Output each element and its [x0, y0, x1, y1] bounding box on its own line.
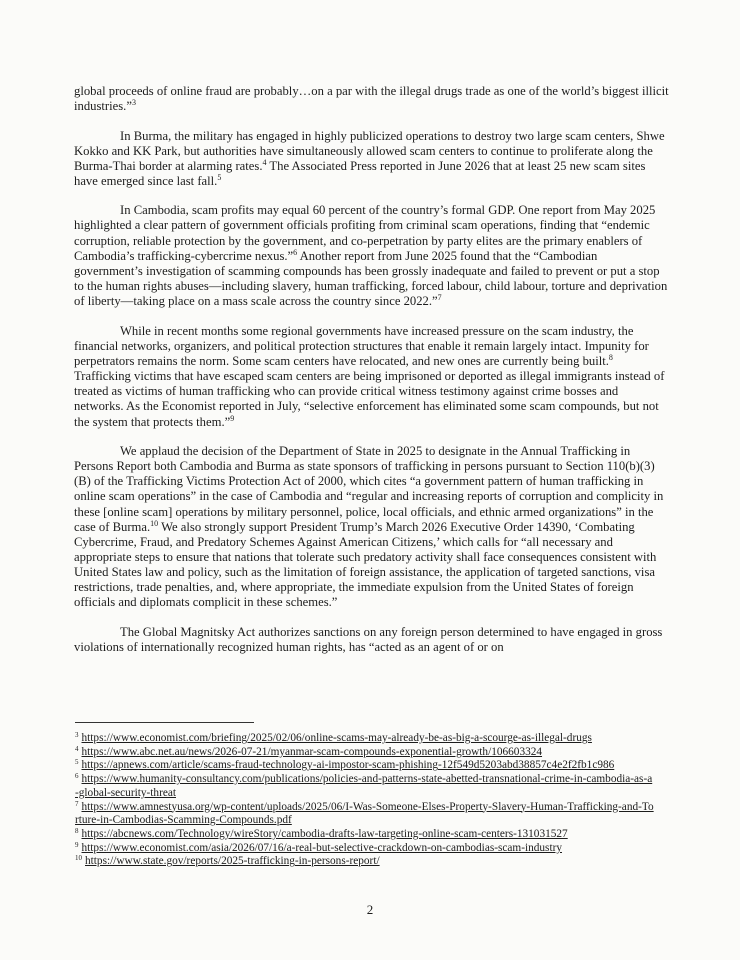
footnote-ref: 9 [230, 413, 235, 423]
footnote-ref: 4 [262, 157, 267, 167]
footnote-divider [75, 722, 254, 723]
footnote-ref: 8 [608, 352, 613, 362]
footnotes [75, 732, 655, 869]
paragraph-text: global proceeds of online fraud are probably…on a par with the illegal drugs trade as one of the world’s biggest illicit industries.” [74, 84, 669, 114]
paragraph-text: In Burma, the military has engaged in highly publicized operations to destroy two large scam centers, Shwe Kokko and KK Park, but authorities have simultaneously allowed scam centers to continue to proliferate along the Burma-Thai border at alarming rates. [74, 128, 665, 173]
paragraph-4 [74, 324, 669, 430]
paragraph-6 [74, 625, 669, 655]
footnote-link[interactable]: https://www.abc.net.au/news/2026-07-21/myanmar-scam-compounds-exponential-growth/106603324 [81, 745, 543, 758]
footnote [75, 828, 655, 842]
footnote [75, 842, 655, 856]
footnote-ref: 6 [293, 247, 298, 257]
footnote-link[interactable]: https://www.amnestyusa.org/wp-content/uploads/2025/06/I-Was-Someone-Elses-Property-Slavery-Human-Trafficking-and-Torture-in-Cambodias-Scamming-Compounds.pdf [75, 800, 654, 827]
footnote-number: 7 [75, 799, 79, 808]
footnote-ref: 5 [217, 172, 222, 182]
footnote [75, 732, 655, 746]
footnote [75, 801, 655, 828]
paragraph-text: Trafficking victims that have escaped scam centers are being imprisoned or deported as illegal immigrants instead of treated as victims of human trafficking who can provide critical witness testimony against crime bosses and networks. As the Economist reported in July, “selective enforcement has eliminated some scam compounds, but not the system that protects them.” [74, 369, 665, 429]
footnote-ref: 7 [437, 293, 442, 303]
footnote [75, 759, 655, 773]
page-number: 2 [366, 902, 374, 917]
footnote-ref: 3 [131, 98, 136, 108]
paragraph-text: Another report from June 2025 found that the “Cambodian government’s investigation of scamming compounds has been grossly inadequate and failed to prevent or put a stop to the human rights abuses—including slavery, human trafficking, forced labour, child labour, torture and deprivation of liberty—taking place on a mass scale across the country since 2022.” [74, 248, 668, 309]
footnote-link[interactable]: https://abcnews.com/Technology/wireStory/cambodia-drafts-law-targeting-online-scam-centers-131031527 [81, 827, 568, 840]
footnote-number: 10 [75, 854, 82, 863]
paragraph-5 [74, 444, 669, 611]
footnote-ref: 10 [150, 518, 159, 528]
footnote-number: 9 [75, 840, 79, 849]
paragraph-3 [74, 203, 669, 309]
footnote-number: 3 [75, 731, 79, 739]
footnote-link[interactable]: https://www.economist.com/asia/2026/07/16/a-real-but-selective-crackdown-on-cambodias-scam-industry [81, 841, 562, 854]
footnote [75, 855, 655, 869]
body-text [74, 84, 669, 669]
footnote-number: 6 [75, 772, 79, 781]
footnote-number: 4 [75, 744, 79, 753]
paragraph-text: We applaud the decision of the Department of State in 2025 to designate in the Annual Trafficking in Persons Report both Cambodia and Burma as state sponsors of trafficking in persons pursuant to Section 110(b)(3)(B) of the Trafficking Victims Protection Act of 2000, which cites “a government pattern of human trafficking in online scam operations” in the case of Cambodia and “regular and increasing reports of corruption and complicity in these [online scam] operations by military personnel, police, local officials, and ethnic armed organizations” in the case of Burma. [74, 443, 664, 534]
paragraph-text: The Global Magnitsky Act authorizes sanctions on any foreign person determined to have engaged in gross violations of internationally recognized human rights, has “acted as an agent of or on [74, 624, 663, 654]
paragraph-text: We also strongly support President Trump’s March 2026 Executive Order 14390, ‘Combating Cybercrime, Fraud, and Predatory Schemes Against American Citizens,’ which calls for “all necessary and appropriate steps to ensure that nations that tolerate such predatory activity shall face consequences consistent with United States law and policy, such as the limitation of foreign assistance, the application of targeted sanctions, visa restrictions, trade penalties, and, where appropriate, the immediate expulsion from the United States of foreign officials and diplomats complicit in these schemes.” [74, 519, 657, 610]
footnote-link[interactable]: https://www.humanity-consultancy.com/publications/policies-and-patterns-state-abetted-transnational-crime-in-cambodia-as-a-global-security-threat [75, 773, 653, 799]
footnote-number: 8 [75, 826, 79, 835]
paragraph-text: While in recent months some regional governments have increased pressure on the scam industry, the financial networks, organizers, and political protection structures that enable it remain largely intact. Impunity for perpetrators remains the norm. Some scam centers have relocated, and new ones are currently being built. [74, 323, 649, 368]
footnote [75, 746, 655, 760]
paragraph-2 [74, 129, 669, 190]
paragraph-1 [74, 84, 669, 114]
paragraph-text: The Associated Press reported in June 2026 that at least 25 new scam sites have emerged since last fall. [74, 158, 646, 188]
footnote-link[interactable]: https://apnews.com/article/scams-fraud-technology-ai-impostor-scam-phishing-12f549d5203abd38857c4e2f2fb1c986 [81, 759, 615, 772]
paragraph-text: In Cambodia, scam profits may equal 60 percent of the country’s formal GDP. One report from May 2025 highlighted a clear pattern of government officials profiting from criminal scam operations, finding that “endemic corruption, reliable protection by the government, and co-perpetration by party elites are the primary enablers of Cambodia’s trafficking-cybercrime nexus.” [74, 203, 656, 263]
footnote-number: 5 [75, 758, 79, 767]
footnote-link[interactable]: https://www.state.gov/reports/2025-trafficking-in-persons-report/ [85, 855, 380, 868]
footnote [75, 773, 655, 800]
footnote-link[interactable]: https://www.economist.com/briefing/2025/02/06/online-scams-may-already-be-as-big-a-scourge-as-illegal-drugs [81, 732, 592, 744]
